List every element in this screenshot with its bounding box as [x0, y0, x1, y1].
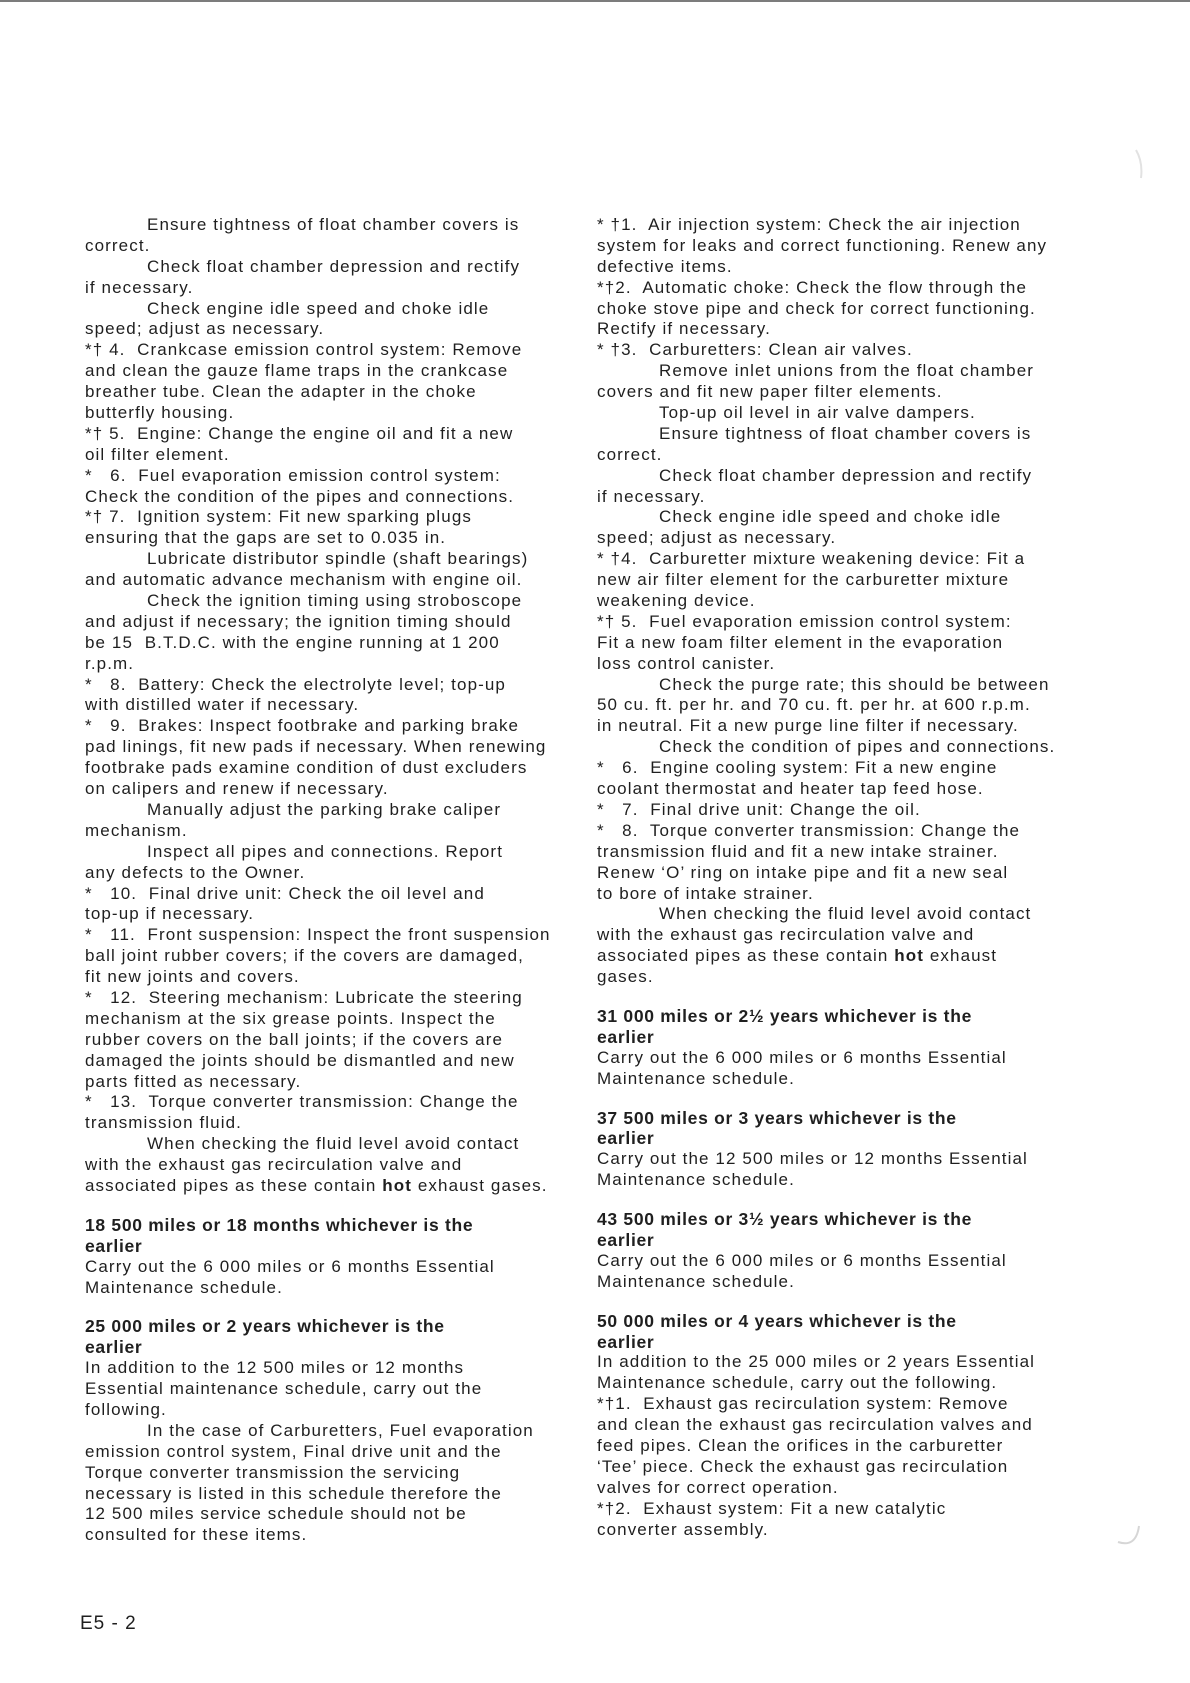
text-line: any defects to the Owner. — [85, 862, 306, 882]
text-line: Carry out the 6 000 miles or 6 months Essential — [597, 1250, 1007, 1270]
text-line: correct. — [85, 235, 151, 255]
text-span: associated pipes as these contain — [85, 1175, 383, 1195]
text-span: exhaust gases. — [412, 1175, 548, 1195]
text-line: *†1. Exhaust gas recirculation system: Remove — [597, 1394, 1009, 1414]
maintenance-item — [597, 278, 1142, 341]
text-line: top-up if necessary. — [85, 904, 255, 924]
note-paragraph — [85, 1134, 585, 1197]
text-line: 43 500 miles or 3½ years whichever is the — [597, 1209, 973, 1230]
text-line: * 7. Final drive unit: Change the oil. — [597, 799, 921, 819]
text-line: * 8. Battery: Check the electrolyte level; top-up — [85, 674, 506, 694]
text-line: Check the condition of the pipes and connections. — [85, 486, 515, 506]
note-paragraph — [597, 403, 1142, 424]
text-line: be 15 B.T.D.C. with the engine running at 1 200 — [85, 632, 500, 652]
note-paragraph — [85, 1421, 585, 1546]
text-line: * 8. Torque converter transmission: Change the — [597, 820, 1021, 840]
text-line: transmission fluid and fit a new intake strainer. — [597, 841, 999, 861]
text-line: * 13. Torque converter transmission: Change the — [85, 1092, 519, 1112]
text-line: 25 000 miles or 2 years whichever is the — [85, 1316, 445, 1337]
text-line: Torque converter transmission the servicing — [85, 1462, 461, 1482]
text-line: Lubricate distributor spindle (shaft bearings) — [147, 549, 529, 569]
text-line: Essential maintenance schedule, carry out the — [85, 1379, 483, 1399]
text-line: choke stove pipe and check for correct functioning. — [597, 298, 1036, 318]
text-line: ‘Tee’ piece. Check the exhaust gas recirculation — [597, 1456, 1009, 1476]
text-line: Top-up oil level in air valve dampers. — [659, 403, 976, 423]
note-paragraph — [85, 549, 585, 591]
schedule-heading — [85, 1215, 585, 1257]
text-line: *†2. Automatic choke: Check the flow through the — [597, 277, 1028, 297]
text-line: In the case of Carburetters, Fuel evaporation — [147, 1420, 534, 1440]
text-line: if necessary. — [85, 277, 194, 297]
note-paragraph — [597, 675, 1142, 738]
text-line: * 6. Engine cooling system: Fit a new engine — [597, 758, 998, 778]
maintenance-item — [85, 925, 585, 988]
schedule-text — [597, 1352, 1142, 1394]
text-line: pad linings, fit new pads if necessary. When renewing — [85, 737, 547, 757]
maintenance-item — [85, 340, 585, 424]
text-line: ball joint rubber covers; if the covers are damaged, — [85, 946, 524, 966]
text-line: following. — [85, 1399, 167, 1419]
maintenance-item — [85, 1092, 585, 1134]
text-line: 37 500 miles or 3 years whichever is the — [597, 1107, 957, 1128]
text-line — [85, 1176, 585, 1197]
text-line: When checking the fluid level avoid contact — [659, 904, 1032, 924]
text-line: Ensure tightness of float chamber covers is — [659, 423, 1032, 443]
note-paragraph — [85, 299, 585, 341]
text-line: and adjust if necessary; the ignition timing should — [85, 611, 512, 631]
text-line: breather tube. Clean the adapter in the choke — [85, 382, 477, 402]
schedule-text — [597, 1149, 1142, 1191]
text-line: and clean the gauze flame traps in the crankcase — [85, 361, 509, 381]
schedule-text — [597, 1048, 1142, 1090]
text-line: r.p.m. — [85, 653, 135, 673]
text-line: with distilled water if necessary. — [85, 695, 360, 715]
text-line: *† 5. Fuel evaporation emission control system: — [597, 611, 1012, 631]
text-line: gases. — [597, 967, 654, 987]
scan-top-edge — [0, 0, 1190, 2]
text-line: parts fitted as necessary. — [85, 1071, 302, 1091]
text-line: speed; adjust as necessary. — [597, 528, 837, 548]
text-line: In addition to the 25 000 miles or 2 years Essential — [597, 1352, 1036, 1372]
text-line: * †3. Carburetters: Clean air valves. — [597, 340, 913, 360]
schedule-text — [597, 1251, 1142, 1293]
text-line: with the exhaust gas recirculation valve and — [597, 925, 975, 945]
text-line: oil filter element. — [85, 444, 230, 464]
text-line: valves for correct operation. — [597, 1477, 839, 1497]
text-line: mechanism. — [85, 820, 188, 840]
text-line: earlier — [85, 1235, 143, 1256]
text-line: * 10. Final drive unit: Check the oil level and — [85, 883, 485, 903]
maintenance-item — [597, 1499, 1142, 1541]
text-line: earlier — [597, 1229, 655, 1250]
text-line: and clean the exhaust gas recirculation valves and — [597, 1415, 1033, 1435]
text-line: Maintenance schedule, carry out the following. — [597, 1373, 998, 1393]
maintenance-item — [597, 821, 1142, 905]
schedule-heading — [85, 1316, 585, 1358]
text-line: converter assembly. — [597, 1519, 769, 1539]
text-line: * 11. Front suspension: Inspect the front suspension — [85, 925, 551, 945]
text-line: Check float chamber depression and rectify — [147, 256, 521, 276]
text-line: to bore of intake strainer. — [597, 883, 814, 903]
text-line: *† 4. Crankcase emission control system: Remove — [85, 340, 523, 360]
text-line: mechanism at the six grease points. Inspect the — [85, 1008, 496, 1028]
text-line: system for leaks and correct functioning. Renew any — [597, 235, 1048, 255]
maintenance-item — [597, 215, 1142, 278]
text-line: 12 500 miles service schedule should not be — [85, 1504, 467, 1524]
text-line: Carry out the 6 000 miles or 6 months Essential — [597, 1047, 1007, 1067]
text-line: loss control canister. — [597, 653, 776, 673]
text-line: Maintenance schedule. — [597, 1068, 795, 1088]
text-line: with the exhaust gas recirculation valve and — [85, 1155, 463, 1175]
text-line: necessary is listed in this schedule therefore the — [85, 1483, 502, 1503]
text-line: damaged the joints should be dismantled and new — [85, 1050, 515, 1070]
text-line: *† 7. Ignition system: Fit new sparking plugs — [85, 507, 472, 527]
note-paragraph — [597, 904, 1142, 988]
note-paragraph — [85, 257, 585, 299]
text-line: if necessary. — [597, 486, 706, 506]
text-line: * 12. Steering mechanism: Lubricate the steering — [85, 987, 523, 1007]
text-line: *†2. Exhaust system: Fit a new catalytic — [597, 1498, 947, 1518]
text-line: 50 cu. ft. per hr. and 70 cu. ft. per hr. at 600 r.p.m. — [597, 695, 1031, 715]
text-line: coolant thermostat and heater tap feed hose. — [597, 779, 984, 799]
text-line: Ensure tightness of float chamber covers is — [147, 215, 520, 234]
text-line: In addition to the 12 500 miles or 12 months — [85, 1358, 465, 1378]
schedule-text — [85, 1358, 585, 1421]
left-column — [85, 215, 585, 1546]
text-line: Maintenance schedule. — [597, 1271, 795, 1291]
note-paragraph — [597, 424, 1142, 466]
right-column — [597, 215, 1142, 1540]
maintenance-item — [85, 716, 585, 800]
note-paragraph — [85, 591, 585, 675]
text-line: Check the condition of pipes and connections. — [659, 737, 1056, 757]
bold-word: hot — [382, 1175, 413, 1195]
text-line: earlier — [597, 1128, 655, 1149]
maintenance-item — [85, 424, 585, 466]
text-line: Check engine idle speed and choke idle — [147, 298, 490, 318]
text-line: Check the purge rate; this should be between — [659, 674, 1050, 694]
text-span: associated pipes as these contain — [597, 946, 895, 966]
maintenance-item — [597, 340, 1142, 361]
text-line: 50 000 miles or 4 years whichever is the — [597, 1310, 957, 1331]
text-line: emission control system, Final drive unit and the — [85, 1441, 502, 1461]
text-line: speed; adjust as necessary. — [85, 319, 325, 339]
maintenance-item — [597, 800, 1142, 821]
text-line: Check float chamber depression and rectify — [659, 465, 1033, 485]
text-line: *† 5. Engine: Change the engine oil and fit a new — [85, 423, 514, 443]
bold-word: hot — [894, 946, 925, 966]
text-line: feed pipes. Clean the orifices in the carburetter — [597, 1435, 1004, 1455]
text-line: earlier — [85, 1337, 143, 1358]
text-line: new air filter element for the carburetter mixture — [597, 570, 1010, 590]
text-line: * 9. Brakes: Inspect footbrake and parking brake — [85, 716, 520, 736]
maintenance-item — [597, 758, 1142, 800]
text-line: transmission fluid. — [85, 1113, 242, 1133]
text-line: Renew ‘O’ ring on intake pipe and fit a new seal — [597, 862, 1009, 882]
page-number: E5 - 2 — [80, 1613, 137, 1634]
note-paragraph — [597, 737, 1142, 758]
note-paragraph — [85, 800, 585, 842]
text-line: Fit a new foam filter element in the evaporation — [597, 632, 1004, 652]
schedule-heading — [597, 1108, 1142, 1150]
note-paragraph — [597, 466, 1142, 508]
scan-mark-top — [1136, 150, 1141, 178]
text-line: Check engine idle speed and choke idle — [659, 507, 1002, 527]
schedule-heading — [597, 1209, 1142, 1251]
text-line: * †4. Carburetter mixture weakening device: Fit a — [597, 549, 1026, 569]
text-line — [597, 946, 1142, 967]
text-line: ensuring that the gaps are set to 0.035 in. — [85, 528, 447, 548]
text-line: rubber covers on the ball joints; if the covers are — [85, 1029, 504, 1049]
text-line: on calipers and renew if necessary. — [85, 779, 389, 799]
maintenance-item — [85, 988, 585, 1092]
text-line: 31 000 miles or 2½ years whichever is the — [597, 1005, 973, 1026]
schedule-text — [85, 1257, 585, 1299]
schedule-heading — [597, 1006, 1142, 1048]
maintenance-item — [85, 466, 585, 508]
text-line: Manually adjust the parking brake caliper — [147, 799, 502, 819]
maintenance-item — [85, 507, 585, 549]
text-line: Remove inlet unions from the float chamber — [659, 361, 1035, 381]
text-line: Maintenance schedule. — [597, 1170, 795, 1190]
text-line: butterfly housing. — [85, 403, 235, 423]
text-line: Rectify if necessary. — [597, 319, 771, 339]
text-span: exhaust — [924, 946, 998, 966]
text-line: 18 500 miles or 18 months whichever is the — [85, 1214, 474, 1235]
text-line: consulted for these items. — [85, 1525, 308, 1545]
text-line: Maintenance schedule. — [85, 1277, 283, 1297]
text-line: Carry out the 6 000 miles or 6 months Essential — [85, 1256, 495, 1276]
note-paragraph — [85, 842, 585, 884]
text-line: footbrake pads examine condition of dust excluders — [85, 758, 528, 778]
maintenance-item — [85, 884, 585, 926]
maintenance-item — [85, 675, 585, 717]
text-line: and automatic advance mechanism with engine oil. — [85, 570, 523, 590]
text-line: * †1. Air injection system: Check the air injection — [597, 215, 1021, 234]
text-line: Inspect all pipes and connections. Report — [147, 841, 504, 861]
schedule-heading — [597, 1311, 1142, 1353]
text-line: Carry out the 12 500 miles or 12 months Essential — [597, 1149, 1028, 1169]
note-paragraph — [597, 507, 1142, 549]
text-line: fit new joints and covers. — [85, 967, 300, 987]
text-line: earlier — [597, 1331, 655, 1352]
text-line: covers and fit new paper filter elements. — [597, 382, 943, 402]
text-line: weakening device. — [597, 591, 756, 611]
text-line: * 6. Fuel evaporation emission control system: — [85, 465, 501, 485]
text-line: correct. — [597, 444, 663, 464]
maintenance-item — [597, 549, 1142, 612]
text-line: earlier — [597, 1026, 655, 1047]
text-line: defective items. — [597, 256, 733, 276]
note-paragraph — [85, 215, 585, 257]
text-line: When checking the fluid level avoid contact — [147, 1134, 520, 1154]
note-paragraph — [597, 361, 1142, 403]
maintenance-item — [597, 612, 1142, 675]
maintenance-item — [597, 1394, 1142, 1498]
text-line: Check the ignition timing using stroboscope — [147, 591, 523, 611]
text-line: in neutral. Fit a new purge line filter if necessary. — [597, 716, 1019, 736]
